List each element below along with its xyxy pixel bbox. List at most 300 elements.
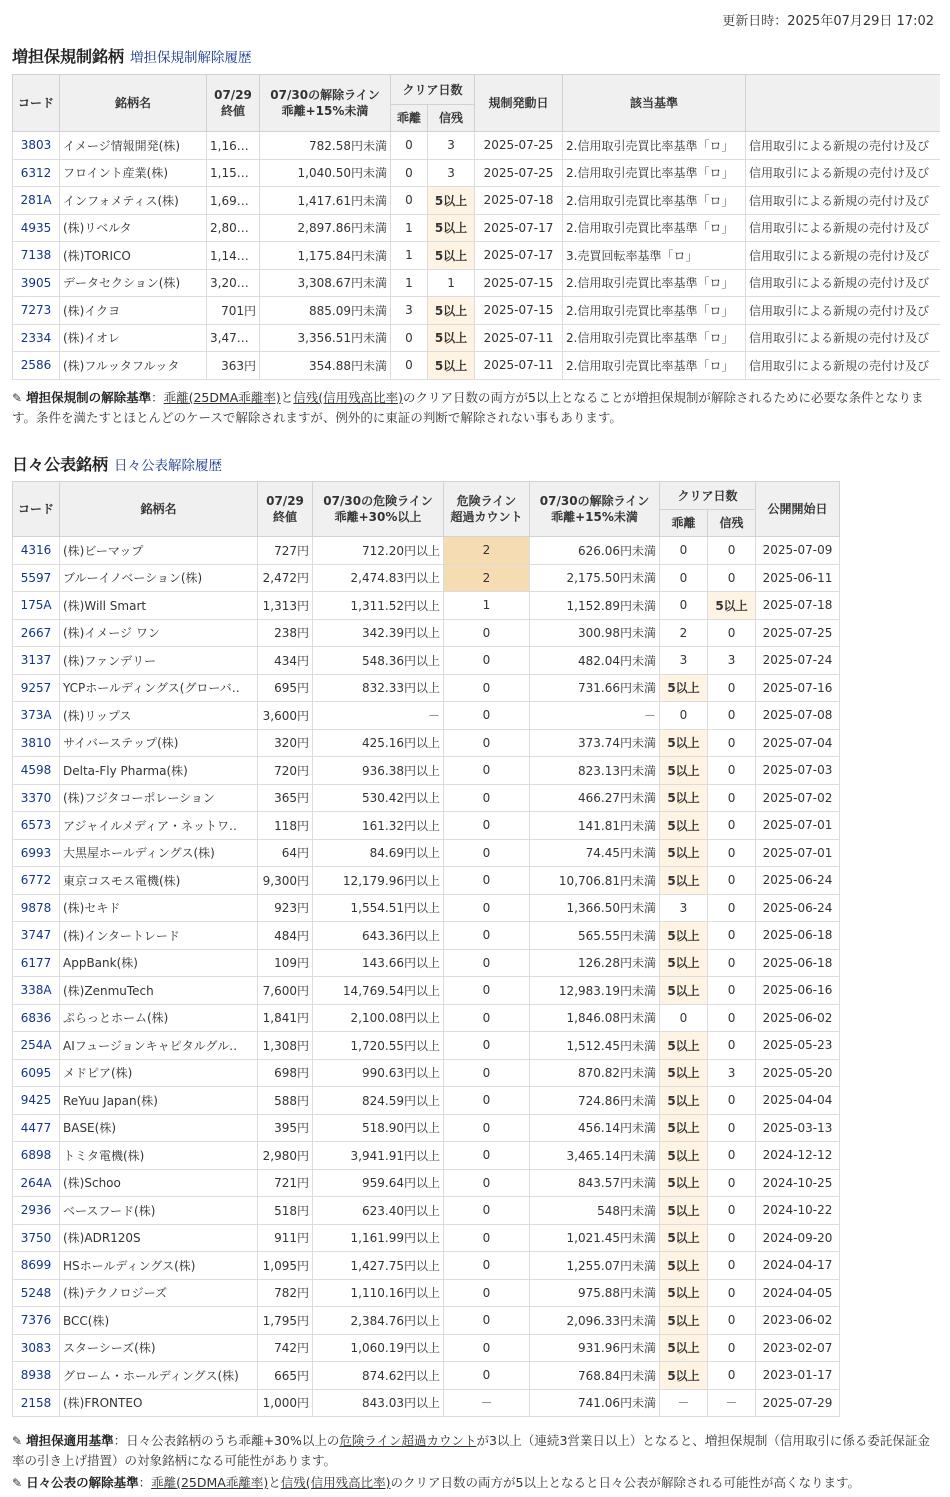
stock-code-link[interactable]: 9425: [13, 1087, 60, 1115]
release-line: 626.06円未満: [530, 537, 660, 565]
release-line: 741.06円未満: [530, 1389, 660, 1417]
shinzan-link[interactable]: 信残(信用残高比率): [280, 1475, 391, 1490]
stock-name: BCC(株): [60, 1307, 258, 1335]
clear-shinzan: 0: [708, 1169, 756, 1197]
stock-code-link[interactable]: 7376: [13, 1307, 60, 1335]
stock-name: 東京コスモス電機(株): [60, 867, 258, 895]
clear-kairi: 5以上: [660, 784, 708, 812]
danger-line: 425.16円以上: [313, 729, 444, 757]
close-price: 720円: [258, 757, 313, 785]
close-price: 1,142円: [207, 242, 260, 270]
stock-name: (株)テクノロジーズ: [60, 1279, 258, 1307]
release-line: 2,897.86円未満: [260, 214, 391, 242]
table-row: [13, 592, 840, 620]
stock-code-link[interactable]: 6312: [13, 159, 60, 187]
clear-kairi: 0: [660, 1004, 708, 1032]
stock-name: (株)ファンデリー: [60, 647, 258, 675]
stock-code-link[interactable]: 7273: [13, 297, 60, 325]
release-line: 843.57円未満: [530, 1169, 660, 1197]
clear-kairi: 5以上: [660, 977, 708, 1005]
table-row: [13, 132, 941, 160]
danger-line: 1,161.99円以上: [313, 1224, 444, 1252]
clear-shinzan: 1: [428, 269, 475, 297]
stock-code-link[interactable]: 2334: [13, 324, 60, 352]
release-line: 3,356.51円未満: [260, 324, 391, 352]
close-price: 320円: [258, 729, 313, 757]
table-row: [13, 1224, 840, 1252]
danger-line: 14,769.54円以上: [313, 977, 444, 1005]
stock-code-link[interactable]: 6993: [13, 839, 60, 867]
clear-kairi: 3: [391, 297, 428, 325]
clear-shinzan: 0: [708, 867, 756, 895]
close-price: 109円: [258, 949, 313, 977]
stock-name: スターシーズ(株): [60, 1334, 258, 1362]
release-line: 565.55円未満: [530, 922, 660, 950]
close-price: 721円: [258, 1169, 313, 1197]
regulation-history-link[interactable]: 増担保規制解除履歴: [130, 50, 252, 66]
stock-name: AppBank(株): [60, 949, 258, 977]
col-danger-line: 07/30の危険ライン 乖離+30%以上: [313, 482, 444, 537]
stock-code-link[interactable]: 5248: [13, 1279, 60, 1307]
release-line: 1,417.61円未満: [260, 187, 391, 215]
margin-apply-note: [12, 1431, 938, 1471]
danger-count: 1: [444, 592, 530, 620]
close-price: 2,472円: [258, 564, 313, 592]
table-row: [13, 867, 840, 895]
danger-count: 0: [444, 1059, 530, 1087]
stock-code-link[interactable]: 281A: [13, 187, 60, 215]
table-row: [13, 1087, 840, 1115]
table-row: [13, 894, 840, 922]
stock-name: (株)TORICO: [60, 242, 207, 270]
stock-code-link[interactable]: 6095: [13, 1059, 60, 1087]
clear-shinzan: 0: [708, 977, 756, 1005]
announce-date: 2025-04-04: [756, 1087, 840, 1115]
note-text: のクリア日数の両方が5以上となることが増担保規制が解除されるために必要な条件となります。条件を満たすとほとんどのケースで解除されますが、例外的に東証の判断で解除されない事もあります。: [12, 390, 924, 425]
stock-code-link[interactable]: 8699: [13, 1252, 60, 1280]
clear-shinzan: 5以上: [428, 297, 475, 325]
regulation-detail: 信用取引による新規の売付け及び: [746, 352, 940, 380]
announce-date: 2024-10-22: [756, 1197, 840, 1225]
col-name: 銘柄名: [60, 482, 258, 537]
clear-shinzan: 0: [708, 674, 756, 702]
close-price: 1,095円: [258, 1252, 313, 1280]
daily-announced-section: [12, 452, 222, 475]
stock-code-link[interactable]: 3810: [13, 729, 60, 757]
clear-kairi: 0: [391, 324, 428, 352]
col-kairi: 乖離: [391, 105, 428, 132]
stock-name: (株)FRONTEO: [60, 1389, 258, 1417]
announce-date: 2023-01-17: [756, 1362, 840, 1390]
stock-code-link[interactable]: 6898: [13, 1142, 60, 1170]
danger-line: 518.90円以上: [313, 1114, 444, 1142]
clear-shinzan: 3: [428, 132, 475, 160]
announce-date: 2024-04-05: [756, 1279, 840, 1307]
regulation-basis: 2.信用取引売買比率基準「ロ」: [563, 132, 746, 160]
stock-code-link[interactable]: 3137: [13, 647, 60, 675]
stock-code-link[interactable]: 9257: [13, 674, 60, 702]
danger-line: －: [313, 702, 444, 730]
close-price: 588円: [258, 1087, 313, 1115]
margin-regulation-section: [12, 44, 252, 67]
stock-code-link[interactable]: 2936: [13, 1197, 60, 1225]
table-row: [13, 757, 840, 785]
danger-line: 843.03円以上: [313, 1389, 444, 1417]
stock-name: (株)Schoo: [60, 1169, 258, 1197]
stock-code-link[interactable]: 338A: [13, 977, 60, 1005]
stock-code-link[interactable]: 4935: [13, 214, 60, 242]
table-row: [13, 702, 840, 730]
stock-code-link[interactable]: 3750: [13, 1224, 60, 1252]
close-price: 1,160円: [207, 132, 260, 160]
clear-kairi: 1: [391, 242, 428, 270]
clear-kairi: 5以上: [660, 1197, 708, 1225]
regulation-detail: 信用取引による新規の売付け及び: [746, 132, 940, 160]
danger-count: 0: [444, 1032, 530, 1060]
col-shinzan: 信残: [708, 510, 756, 537]
section-heading: [12, 452, 222, 475]
release-line: 2,096.33円未満: [530, 1307, 660, 1335]
danger-count: 0: [444, 1087, 530, 1115]
stock-name: サイバーステップ(株): [60, 729, 258, 757]
clear-kairi: 3: [660, 647, 708, 675]
close-price: 3,470円: [207, 324, 260, 352]
clear-kairi: 5以上: [660, 1307, 708, 1335]
danger-count: 0: [444, 1169, 530, 1197]
close-price: 365円: [258, 784, 313, 812]
col-start-date: 規制発動日: [475, 75, 563, 132]
kairi-link[interactable]: 乖離(25DMA乖離率): [163, 390, 281, 405]
release-line: 456.14円未満: [530, 1114, 660, 1142]
regulation-date: 2025-07-11: [475, 352, 563, 380]
announce-date: 2024-10-25: [756, 1169, 840, 1197]
clear-kairi: 5以上: [660, 729, 708, 757]
stock-name: ベースフード(株): [60, 1197, 258, 1225]
close-price: 911円: [258, 1224, 313, 1252]
clear-shinzan: 0: [708, 702, 756, 730]
danger-count: 0: [444, 1307, 530, 1335]
col-basis: 該当基準: [563, 75, 746, 132]
table-row: [13, 949, 840, 977]
release-line: 870.82円未満: [530, 1059, 660, 1087]
release-line: 931.96円未満: [530, 1334, 660, 1362]
danger-line: 12,179.96円以上: [313, 867, 444, 895]
clear-shinzan: 5以上: [428, 242, 475, 270]
note-colon: ：: [138, 1475, 152, 1490]
announce-date: 2025-06-02: [756, 1004, 840, 1032]
announce-date: 2025-07-16: [756, 674, 840, 702]
danger-count: 0: [444, 1197, 530, 1225]
table-row: [13, 1389, 840, 1417]
regulation-basis: 2.信用取引売買比率基準「ロ」: [563, 297, 746, 325]
danger-count: 0: [444, 619, 530, 647]
stock-name: (株)セキド: [60, 894, 258, 922]
clear-shinzan: 0: [708, 922, 756, 950]
clear-shinzan: 0: [708, 729, 756, 757]
release-line: 141.81円未満: [530, 812, 660, 840]
regulation-basis: 3.売買回転率基準「ロ」: [563, 242, 746, 270]
release-line: 3,308.67円未満: [260, 269, 391, 297]
clear-shinzan: 3: [428, 159, 475, 187]
danger-line: 832.33円以上: [313, 674, 444, 702]
stock-code-link[interactable]: 6836: [13, 1004, 60, 1032]
danger-count: 0: [444, 812, 530, 840]
clear-shinzan: 0: [708, 1114, 756, 1142]
clear-kairi: 0: [660, 592, 708, 620]
pencil-icon: ✎: [12, 1434, 23, 1448]
col-extra: [746, 75, 940, 132]
stock-name: (株)ZenmuTech: [60, 977, 258, 1005]
clear-kairi: 5以上: [660, 1169, 708, 1197]
announce-date: 2025-06-24: [756, 867, 840, 895]
release-line: 126.28円未満: [530, 949, 660, 977]
announce-date: 2025-07-24: [756, 647, 840, 675]
stock-name: (株)Will Smart: [60, 592, 258, 620]
regulation-basis: 2.信用取引売買比率基準「ロ」: [563, 269, 746, 297]
announce-date: 2025-07-02: [756, 784, 840, 812]
stock-name: (株)イオレ: [60, 324, 207, 352]
release-line: 885.09円未満: [260, 297, 391, 325]
stock-code-link[interactable]: 2667: [13, 619, 60, 647]
close-price: 484円: [258, 922, 313, 950]
release-line: 975.88円未満: [530, 1279, 660, 1307]
stock-code-link[interactable]: 6772: [13, 867, 60, 895]
announce-date: 2025-07-25: [756, 619, 840, 647]
clear-shinzan: 0: [708, 784, 756, 812]
stock-code-link[interactable]: 2586: [13, 352, 60, 380]
danger-count: 0: [444, 1362, 530, 1390]
announce-date: 2025-05-20: [756, 1059, 840, 1087]
danger-count: 0: [444, 674, 530, 702]
clear-shinzan: 0: [708, 537, 756, 565]
stock-code-link[interactable]: 5597: [13, 564, 60, 592]
regulation-basis: 2.信用取引売買比率基準「ロ」: [563, 324, 746, 352]
announce-date: 2025-06-24: [756, 894, 840, 922]
danger-line: 1,427.75円以上: [313, 1252, 444, 1280]
danger-count: 0: [444, 1004, 530, 1032]
close-price: 1,000円: [258, 1389, 313, 1417]
danger-line: 2,100.08円以上: [313, 1004, 444, 1032]
danger-line: 1,060.19円以上: [313, 1334, 444, 1362]
stock-code-link[interactable]: 3083: [13, 1334, 60, 1362]
clear-kairi: 2: [660, 619, 708, 647]
danger-count-link[interactable]: 危険ライン超過カウント: [339, 1433, 477, 1448]
close-price: 518円: [258, 1197, 313, 1225]
clear-kairi: 5以上: [660, 1059, 708, 1087]
stock-code-link[interactable]: 3905: [13, 269, 60, 297]
regulation-date: 2025-07-15: [475, 297, 563, 325]
announce-date: 2025-07-08: [756, 702, 840, 730]
pencil-icon: ✎: [12, 391, 23, 405]
stock-code-link[interactable]: 4598: [13, 757, 60, 785]
stock-code-link[interactable]: 264A: [13, 1169, 60, 1197]
close-price: 3,600円: [258, 702, 313, 730]
daily-release-note: [12, 1473, 938, 1493]
table-row: [13, 214, 941, 242]
regulation-basis: 2.信用取引売買比率基準「ロ」: [563, 352, 746, 380]
announce-date: 2025-06-11: [756, 564, 840, 592]
clear-shinzan: 3: [708, 647, 756, 675]
col-clear-days: クリア日数: [391, 75, 475, 105]
danger-line: 530.42円以上: [313, 784, 444, 812]
stock-name: (株)インタートレード: [60, 922, 258, 950]
clear-shinzan: 0: [708, 894, 756, 922]
clear-kairi: 5以上: [660, 839, 708, 867]
col-name: 銘柄名: [60, 75, 207, 132]
table-row: [13, 352, 941, 380]
close-price: 1,155円: [207, 159, 260, 187]
table-row: [13, 839, 840, 867]
announce-date: 2024-09-20: [756, 1224, 840, 1252]
danger-count: 0: [444, 839, 530, 867]
clear-shinzan: 0: [708, 1032, 756, 1060]
announce-date: 2023-06-02: [756, 1307, 840, 1335]
release-line: 1,846.08円未満: [530, 1004, 660, 1032]
clear-kairi: 1: [391, 269, 428, 297]
regulation-release-note: [12, 388, 938, 428]
clear-shinzan: 0: [708, 1142, 756, 1170]
regulation-detail: 信用取引による新規の売付け及び: [746, 269, 940, 297]
regulation-date: 2025-07-17: [475, 214, 563, 242]
table-row: [13, 1334, 840, 1362]
col-release-line: 07/30の解除ライン 乖離+15%未満: [530, 482, 660, 537]
stock-code-link[interactable]: 3370: [13, 784, 60, 812]
clear-shinzan: 0: [708, 1334, 756, 1362]
note-text-b: が3以上（連続3営業日以上）となると、増担保規制（信用取引に係る委託保証金率の引き上げ措置）の対象銘柄になる可能性があります。: [12, 1433, 930, 1468]
stock-name: イメージ情報開発(株): [60, 132, 207, 160]
col-release-line: 07/30の解除ライン 乖離+15%未満: [260, 75, 391, 132]
stock-code-link[interactable]: 7138: [13, 242, 60, 270]
regulation-basis: 2.信用取引売買比率基準「ロ」: [563, 214, 746, 242]
stock-name: 大黒屋ホールディングス(株): [60, 839, 258, 867]
table-row: [13, 1279, 840, 1307]
danger-line: 3,941.91円以上: [313, 1142, 444, 1170]
release-line: 548円未満: [530, 1197, 660, 1225]
stock-code-link[interactable]: 3803: [13, 132, 60, 160]
close-price: 665円: [258, 1362, 313, 1390]
stock-code-link[interactable]: 4477: [13, 1114, 60, 1142]
shinzan-link[interactable]: 信残(信用残高比率): [293, 390, 403, 405]
clear-shinzan: 0: [708, 1224, 756, 1252]
clear-shinzan: 0: [708, 564, 756, 592]
stock-name: HSホールディングス(株): [60, 1252, 258, 1280]
table-row: [13, 922, 840, 950]
danger-count: 0: [444, 894, 530, 922]
announce-date: 2025-06-16: [756, 977, 840, 1005]
stock-code-link[interactable]: 6177: [13, 949, 60, 977]
clear-kairi: 0: [660, 537, 708, 565]
regulation-detail: 信用取引による新規の売付け及び: [746, 324, 940, 352]
regulation-detail: 信用取引による新規の売付け及び: [746, 242, 940, 270]
clear-kairi: 5以上: [660, 1362, 708, 1390]
regulation-basis: 2.信用取引売買比率基準「ロ」: [563, 159, 746, 187]
col-clear-days: クリア日数: [660, 482, 756, 510]
close-price: 1,795円: [258, 1307, 313, 1335]
clear-shinzan: 5以上: [708, 592, 756, 620]
danger-count: 0: [444, 949, 530, 977]
danger-line: 1,110.16円以上: [313, 1279, 444, 1307]
announce-date: 2023-02-07: [756, 1334, 840, 1362]
danger-line: 936.38円以上: [313, 757, 444, 785]
clear-shinzan: 0: [708, 619, 756, 647]
announce-date: 2025-06-18: [756, 949, 840, 977]
kairi-link[interactable]: 乖離(25DMA乖離率): [151, 1475, 269, 1490]
danger-line: 2,474.83円以上: [313, 564, 444, 592]
clear-kairi: 5以上: [660, 1032, 708, 1060]
note-colon: ：: [151, 390, 164, 405]
note-and: と: [280, 390, 294, 405]
note-label: 増担保適用基準: [26, 1433, 114, 1448]
clear-shinzan: 0: [708, 839, 756, 867]
clear-shinzan: 0: [708, 812, 756, 840]
close-price: 1,699円: [207, 187, 260, 215]
clear-shinzan: 5以上: [428, 324, 475, 352]
close-price: 1,313円: [258, 592, 313, 620]
clear-shinzan: 0: [708, 1197, 756, 1225]
clear-kairi: 5以上: [660, 1087, 708, 1115]
clear-kairi: 0: [391, 132, 428, 160]
updated-timestamp: 更新日時：2025年07月29日 17:02: [722, 14, 934, 29]
section-heading: [12, 44, 252, 67]
danger-line: 143.66円以上: [313, 949, 444, 977]
danger-line: 1,554.51円以上: [313, 894, 444, 922]
announce-date: 2025-07-18: [756, 592, 840, 620]
stock-name: (株)リップス: [60, 702, 258, 730]
stock-name: ReYuu Japan(株): [60, 1087, 258, 1115]
daily-announced-table: [12, 481, 840, 1417]
col-start-date: 公開開始日: [756, 482, 840, 537]
danger-count: 0: [444, 1224, 530, 1252]
regulation-date: 2025-07-17: [475, 242, 563, 270]
stock-code-link[interactable]: 9878: [13, 894, 60, 922]
table-row: [13, 564, 840, 592]
close-price: 1,308円: [258, 1032, 313, 1060]
release-line: －: [530, 702, 660, 730]
daily-history-link[interactable]: 日々公表解除履歴: [114, 458, 223, 474]
danger-count: 0: [444, 1114, 530, 1142]
table-row: [13, 619, 840, 647]
note-label: 増担保規制の解除基準: [26, 390, 152, 405]
clear-shinzan: 3: [708, 1059, 756, 1087]
clear-shinzan: 0: [708, 1087, 756, 1115]
stock-name: AIフュージョンキャピタルグル‥: [60, 1032, 258, 1060]
announce-date: 2025-07-01: [756, 812, 840, 840]
stock-code-link[interactable]: 8938: [13, 1362, 60, 1390]
clear-shinzan: 0: [708, 1362, 756, 1390]
table-row: [13, 269, 941, 297]
stock-name: トミタ電機(株): [60, 1142, 258, 1170]
announce-date: 2025-07-03: [756, 757, 840, 785]
clear-kairi: 5以上: [660, 757, 708, 785]
regulation-date: 2025-07-11: [475, 324, 563, 352]
stock-code-link[interactable]: 4316: [13, 537, 60, 565]
stock-code-link[interactable]: 3747: [13, 922, 60, 950]
stock-code-link[interactable]: 6573: [13, 812, 60, 840]
close-price: 782円: [258, 1279, 313, 1307]
danger-line: 161.32円以上: [313, 812, 444, 840]
table-row: [13, 159, 941, 187]
release-line: 1,366.50円未満: [530, 894, 660, 922]
table-row: [13, 537, 840, 565]
clear-shinzan: 0: [708, 1004, 756, 1032]
stock-code-link[interactable]: 254A: [13, 1032, 60, 1060]
stock-code-link[interactable]: 373A: [13, 702, 60, 730]
table-row: [13, 187, 941, 215]
stock-code-link[interactable]: 2158: [13, 1389, 60, 1417]
stock-code-link[interactable]: 175A: [13, 592, 60, 620]
announce-date: 2025-07-09: [756, 537, 840, 565]
release-line: 482.04円未満: [530, 647, 660, 675]
